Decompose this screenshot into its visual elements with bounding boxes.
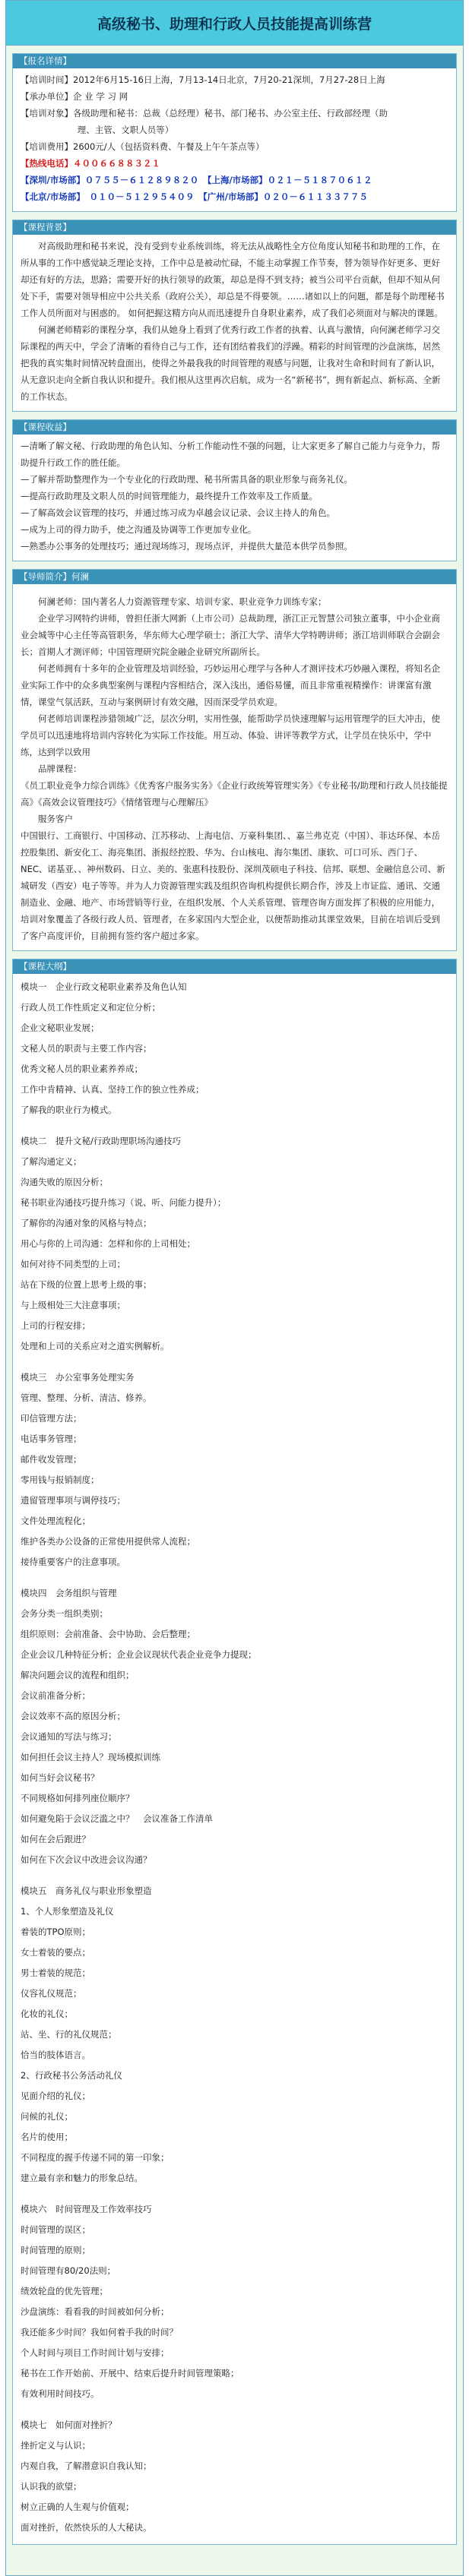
training-fee: 【培训费用】2600元/人（包括资料费、午餐及上午午茶点等） [21,141,265,152]
clients-label: 服务客户 [38,814,73,824]
outline-item: 企业文秘职业发展； [21,1022,100,1033]
benefits-section-body [13,435,456,561]
outline-item: 男士着装的规范； [21,1968,90,1978]
benefit-item: —成为上司的得力助手，使之沟通及协调等工作更加专业化。 [21,524,257,535]
phone-shenzhen-shanghai: 【深圳/市场部】０７５５－６１２８９８２０ 【上海/市场部】０２１－５１８７０６１２ [21,175,372,185]
outline-module-title: 模块四 会务组织与管理 [21,1588,117,1598]
outline-item: 时间管理的原则； [21,2245,90,2255]
page-title: 高级秘书、助理和行政人员技能提高训练营 [6,1,463,46]
background-section-body [13,235,456,411]
outline-module-title: 模块六 时间管理及工作效率技巧 [21,2204,152,2214]
background-paragraph-1: 对高级助理和秘书来说，没有受到专业系统训练，将无法从战略性全方位角度认知秘书和助理的工作，在所从事的工作中感觉缺乏理论支持，工作中总是被动忙碌，不能主动掌握工作节奏，替为领导作好更多、更好却还有好的方法，思路；需要开好的执行领导的政策，却总是得不到支持；被当公司平台贡献，但却不知从何处下手，需要对领导相应中公共关系（政府公关），却总是不得要领。……诸如以上的问题，都是每个助理秘书工作人员所面对与困惑的。 如何把握这精方向从而迅速提升自身职业素养，成了我们必须面对与解决的课题。 [21,241,445,318]
background-section-header: 【课程背景】 [13,220,456,235]
outline-item: 文秘人员的职责与主要工作内容； [21,1043,152,1054]
outline-item: 管理、整理、分析、清洁、修养。 [21,1392,152,1403]
lecturer-section-header: 【导师简介】何澜 [13,570,456,584]
lecturer-section-body [13,584,456,950]
outline-item: 女士着装的要点； [21,1947,90,1958]
outline-item: 秘书在工作开始前、开展中、结束后提升时间管理策略； [21,2368,239,2378]
outline-item: 处理和上司的关系应对之道实例解析。 [21,1341,170,1351]
training-time: 【培训时间】2012年6月15-16日上海，7月13-14日北京，7月20-21深圳，7月27-28日上海 [21,74,385,85]
outline-item: 我还能多少时间？我如何着手我的时间？ [21,2327,178,2337]
outline-item: 认识我的欲望； [21,2481,82,2492]
outline-item: 不同规格如何排列座位顺序？ [21,1793,135,1803]
outline-item: 零用钱与报销制度； [21,1474,100,1485]
outline-item: 沟通失败的原因分析； [21,1177,108,1187]
outline-item: 优秀文秘人员的职业素养养成； [21,1064,143,1074]
outline-spacer [21,1870,448,1881]
outline-item: 见面介绍的礼仪； [21,2091,90,2101]
outline-item: 如何担任会议主持人？现场模拟训练 [21,1752,160,1762]
outline-item: 如何避免陷于会议泛滥之中？ 会议准备工作清单 [21,1813,213,1824]
info-section [12,53,457,212]
outline-item: 会议前准备分析； [21,1690,90,1701]
outline-item: 不同程度的握手传递不同的第一印象； [21,2152,170,2163]
lecturer-intro: 何澜老师：国内著名人力资源管理专家、培训专家、职业竞争力训练专家； [38,596,327,607]
outline-item: 恰当的肢体语言。 [21,2050,90,2060]
outline-item: 化妆的礼仪； [21,2009,73,2019]
outline-spacer [21,2404,448,2415]
outline-item: 如何在下次会议中改进会议沟通？ [21,1854,152,1865]
outline-item: 建立最有亲和魅力的形象总结。 [21,2173,143,2183]
outline-item: 会议通知的写法与练习； [21,1731,117,1742]
outline-item: 用心与你的上司沟通：怎样和你的上司相处； [21,1238,195,1249]
outline-item: 行政人员工作性质定义和定位分析； [21,1002,160,1013]
outline-item: 接待重要客户的注意事项。 [21,1557,125,1567]
outline-item: 会务分类一组织类别； [21,1608,108,1619]
outline-item: 如何对待不同类型的上司； [21,1259,125,1269]
outline-item: 与上级相处三大注意事项； [21,1300,125,1310]
brand-courses-list: 《员工职业竞争力综合训练》《优秀客户服务实务》《企业行政统筹管理实务》《专业秘书/助理和行政人员技能提高》《高效会议管理技巧》《情绪管理与心理解压》 [21,780,448,808]
benefit-item: —了解高效会议管理的技巧，并通过练习成为卓越会议记录、会议主持人的角色。 [21,507,335,518]
outline-item: 会议效率不高的原因分析； [21,1711,125,1721]
outline-spacer [21,1120,448,1131]
outline-item: 了解你的沟通对象的风格与特点； [21,1218,152,1228]
outline-item: 绩效轮盘的优先管理； [21,2286,108,2296]
outline-item: 印信管理方法； [21,1413,82,1424]
outline-item: 电话事务管理； [21,1433,82,1444]
outline-item: 2、行政秘书公务活动礼仪 [21,2070,122,2081]
outline-item: 站在下级的位置上思考上级的事； [21,1279,152,1290]
outline-item: 面对挫折，依然快乐的人大秘诀。 [21,2522,152,2533]
outline-item: 遗留管理事项与调停技巧； [21,1495,125,1506]
outline-module-title: 模块五 商务礼仪与职业形象塑造 [21,1885,152,1896]
outline-item: 如何在会后跟进？ [21,1834,90,1844]
benefits-section [12,419,457,561]
outline-item: 挫折定义与认识； [21,2440,90,2451]
hotline: 【热线电话】４００６６８８３２１ [21,158,160,169]
outline-spacer [21,1357,448,1367]
outline-module-title: 模块七 如何面对挫折？ [21,2420,117,2430]
outline-section-header: 【课程大纲】 [13,959,456,974]
brand-courses-label: 品牌课程： [38,763,82,774]
outline-item: 了解沟通定义； [21,1156,82,1167]
background-section [12,220,457,412]
outline-item: 仪容礼仪规范； [21,1988,82,1999]
outline-item: 树立正确的人生观与价值观； [21,2502,135,2512]
benefit-item: —清晰了解文秘、行政助理的角色认知、分析工作能动性不强的问题，让大家更多了解自己能力与竞争力，帮助提升行政工作的胜任能。 [21,441,440,468]
benefits-section-header: 【课程收益】 [13,420,456,435]
outline-section-body [13,974,456,2544]
outline-item: 了解我的职业行为模式。 [21,1105,117,1115]
outline-item: 邮件收发管理； [21,1454,82,1465]
outline-item: 如何当好会议秘书？ [21,1772,100,1783]
benefit-item: —了解并帮助整理作为一个专业化的行政助理、秘书所需具备的职业形象与商务礼仪。 [21,474,353,485]
outline-item: 时间管理的误区； [21,2224,90,2235]
audience-line-1: 【培训对象】各级助理和秘书：总裁（总经理）秘书、部门秘书、办公室主任、行政部经理（助 [21,108,388,119]
outline-spacer [21,1572,448,1583]
outline-item: 内观自我，了解潜意识自我认知； [21,2461,152,2471]
background-paragraph-2: 何澜老师精彩的课程分享，我们从她身上看到了优秀行政工作者的执着、认真与激情，向何澜老师学习交际课程的两天中，学会了清晰的看待自己与工作，还有团结着我们的浮躁。精彩的时间管理的沙盘演练，居然把我的真实集时间情况转盘面出，使得之外最我我的时间管理的观感与问题，让我对生命和时间有了新认识，从无意识走向全新自我认识和提升。我们根从这里再次启航，成为一名“新秘书”，拥有新起点、新标高、全新的工作状态。 [21,324,441,402]
outline-item: 有效利用时间技巧。 [21,2388,100,2399]
outline-module-title: 模块二 提升文秘/行政助理职场沟通技巧 [21,1136,181,1146]
outline-module-title: 模块三 办公室事务处理实务 [21,1372,135,1383]
outline-spacer [21,2189,448,2199]
lecturer-section [12,569,457,951]
lecturer-bio: 企业学习网特约讲师，曾担任浙大网新（上市公司）总裁助理，浙江正元智慧公司独立董事，中小企业商业会城等中心主任等高管职务，华东师大心理学硕士；浙江大学、清华大学特聘讲师；浙江培训师联合会副会长；首期人才测评师；中国管理研究院金融企业研究所副所长。 [21,613,440,657]
outline-item: 站、坐、行的礼仪规范； [21,2029,117,2040]
benefit-item: —熟悉办公事务的处理技巧；通过现场练习，现场点评，并提供大量范本供学员参照。 [21,541,353,552]
outline-item: 工作中肯精神、认真、坚持工作的独立性养成； [21,1084,204,1095]
info-section-body [13,68,456,211]
outline-section [12,959,457,2545]
outline-item: 组织原则：会前准备、会中协助、会后整理； [21,1629,195,1639]
info-section-header: 【报名详情】 [13,54,456,68]
outline-item: 秘书职业沟通技巧提升练习（说、听、问能力提升）； [21,1197,227,1208]
organizer: 【承办单位】企 业 学 习 网 [21,91,128,102]
outline-item: 名片的使用； [21,2132,73,2142]
clients-list: 中国银行、工商银行、中国移动、江苏移动、上海电信、万豪科集团、、嘉兰弗克克（中国）、菲达环保、本岳控股集团、新安化工、海亮集团、浙报经控股、华为、台山核电、海尔集团、康软、可口可乐、西门子、NEC、诺基亚、、神州数码、日立、美的、张惠科技股份、深圳茂硕电子科技、信邦、联想、金融信息公司、新城研发（西安）电子等等。并为人力资源管理实践及组织咨询机构提供长期合作，涉及上市证监、通讯、交通制造业、金融、地产、市场营销等行业，在组织发展、个人关系管理、管理咨询方面发挥了积极的应用能力，培训对象覆盖了各级行政人员、管理者，在多家国内大型企业，以便帮助推动其课堂效果，目前在培训后受到了客户高度评价，目前拥有签约客户超过多家。 [21,830,445,941]
outline-module-title: 模块一 企业行政文秘职业素养及角色认知 [21,981,187,992]
outline-item: 问候的礼仪； [21,2111,73,2122]
benefit-item: —提高行政助理及文职人员的时间管理能力，最终提升工作效率及工作质量。 [21,491,318,501]
outline-item: 上司的行程安排； [21,1320,90,1331]
phone-beijing-guangzhou: 【北京/市场部】 ０１０－５１２９５４０９ 【广州/市场部】０２０－６１１３３７７５ [21,191,368,202]
outline-item: 沙盘演练：看看我的时间被如何分析； [21,2306,170,2317]
outline-item: 维护各类办公设备的正常使用提供常人流程； [21,1536,195,1547]
outline-item: 个人时间与项目工作时间计划与安排； [21,2347,170,2358]
outline-item: 解决问题会议的流程和组织； [21,1670,135,1680]
lecturer-style: 何老师培训课程涉猎领域广泛，层次分明，实用性强，能帮助学员快速理解与运用管理学的巨大冲击，使学员可以迅速地将培训内容转化为实际工作技能。用互动、体验、讲评等教学方式，让学员在快乐中，学中练，达到学以致用 [21,713,440,757]
outline-item: 文件处理流程化； [21,1516,90,1526]
outline-item: 着装的TPO原则； [21,1926,91,1937]
outline-item: 1、个人形象塑造及礼仪 [21,1906,114,1917]
lecturer-experience: 何老师拥有十多年的企业管理及培训经验，巧妙运用心理学与各种人才测评技术巧妙融入课程，将知名企业实际工作中的众多典型案例与课程内容相结合，深入浅出，通俗易懂，而且非常重视精操作：讲课富有激情，课堂气氛活跃，互动与案例研讨有效交融，因而深受学员欢迎。 [21,663,440,707]
page [5,0,464,2576]
audience-line-2: 理、主管、文职人员等） [77,125,174,135]
outline-item: 企业会议几种特征分析；企业会议现状代表企业竞争力提现； [21,1649,257,1660]
outline-item: 时间管理有80/20法则； [21,2265,116,2276]
